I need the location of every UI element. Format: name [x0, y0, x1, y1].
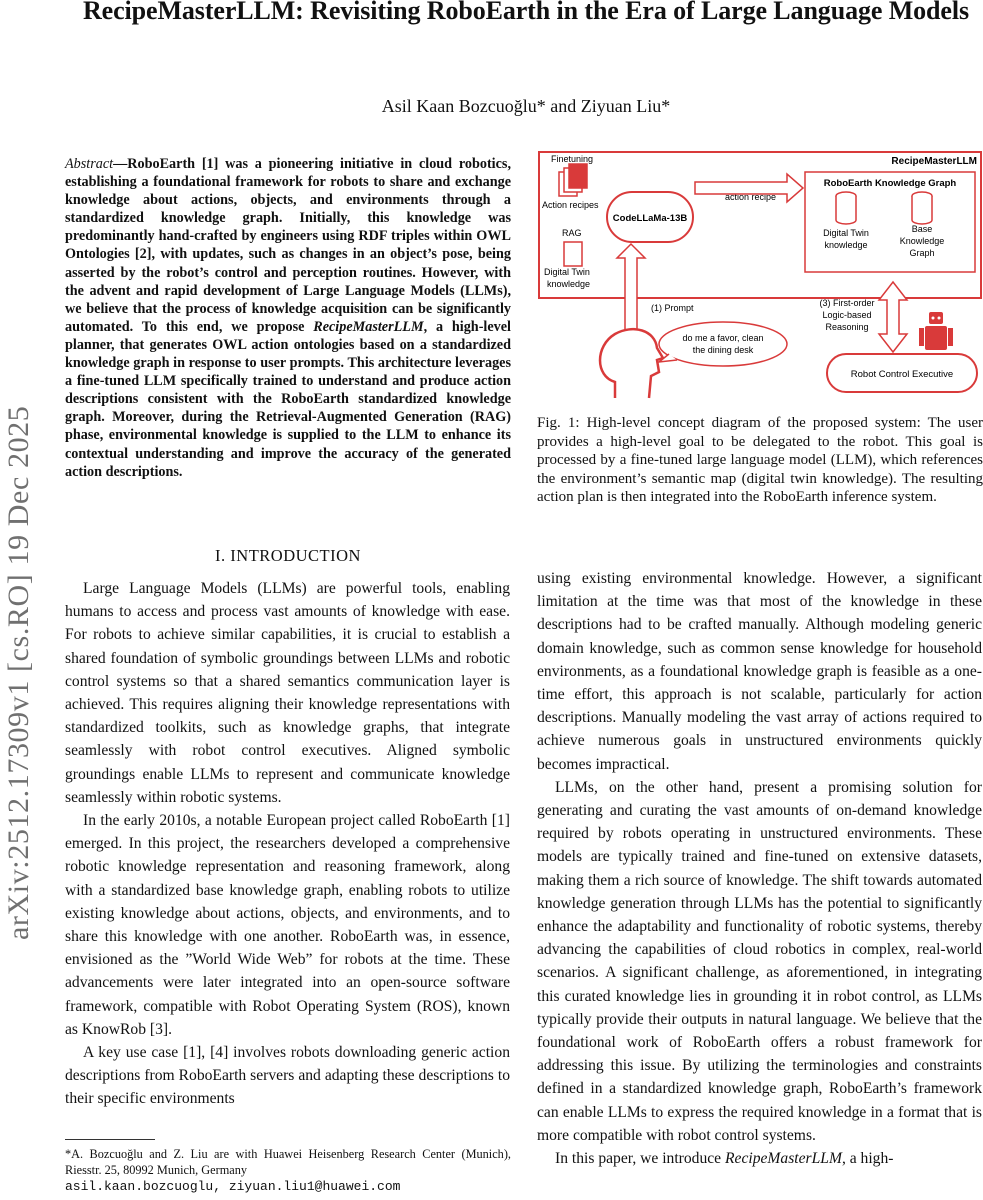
database-icon	[912, 192, 932, 224]
figure-1	[537, 150, 983, 402]
llm-label: CodeLLaMa-13B	[612, 213, 688, 224]
caption-text: High-level concept diagram of the proposed system: The user provides a high-level goal to be delegated to the robot. This goal is processed by a fine-tuned large language model (LLM), which references the environment’s semantic map (digital twin knowledge). The resulting action plan is then integrated into the RoboEarth inference system.	[537, 415, 983, 506]
speech-line2: the dining desk	[692, 345, 754, 355]
section-heading: I. INTRODUCTION	[215, 546, 361, 565]
recipemaster-label: RecipeMasterLLM	[891, 156, 977, 167]
concept-diagram	[537, 150, 983, 402]
kg-base-line3: Graph	[909, 248, 935, 258]
kg-base-line2: Knowledge	[899, 236, 945, 246]
database-icon	[836, 192, 856, 224]
paragraph: In the early 2010s, a notable European project called RoboEarth [1] emerged. In this project, the researchers developed a comprehensive robotic knowledge representation and reasoning framework, along with a standardized base knowledge graph, enabling robots to utilize existing knowledge about actions, objects, and environments, and to share this knowledge with one another. RoboEarth was, in essence, envisioned as the ”World Wide Web” for robots at the time. These advancements were later integrated into an open-source software framework, compatible with Robot Operating System (ROS), known as KnowRob [3].	[65, 812, 510, 1038]
paragraph-last	[537, 1147, 982, 1170]
last-para-tail: , a high-	[841, 1150, 894, 1168]
speech-line1: do me a favor, clean	[682, 333, 764, 343]
kg-dt-line1: Digital Twin	[823, 228, 869, 238]
footnote-rule	[65, 1139, 155, 1140]
rag-label: RAG	[562, 228, 582, 238]
abstract-text-1: RoboEarth [1] was a pioneering initiative in cloud robotics, establishing a foundational framework for robots to share and exchange knowledge about actions, objects, and environments through a standardized knowledge graph. Initially, this knowledge was predominantly hand-crafted by engineers using RDF triples within OWL Ontologies [2], with updates, such as changes in an object’s pose, being asserted by the robot’s control and perception routines. However, with the advent and rapid development of Large Language Models (LLMs), we believe that the process of knowledge acquisition can be significantly automated. To this end, we propose	[65, 156, 511, 335]
footnote-emails: asil.kaan.bozcuoglu, ziyuan.liu1@huawei.com	[65, 1179, 401, 1194]
prompted-line2: action recipe	[725, 192, 777, 202]
footnote-text: *A. Bozcuoğlu and Z. Liu are with Huawei Heisenberg Research Center (Munich), Riesstr. 25, 80992 Munich, Germany	[65, 1147, 511, 1177]
executive-label: Robot Control Executive	[850, 369, 954, 380]
reasoning-line3: Reasoning	[825, 322, 869, 332]
paper-authors: Asil Kaan Bozcuoğlu* and Ziyuan Liu*	[381, 96, 671, 116]
last-para-emph: RecipeMasterLLM	[725, 1150, 842, 1168]
speech-bubble	[659, 322, 787, 366]
document-icon	[564, 242, 582, 266]
reasoning-line1: (3) First-order	[819, 298, 875, 308]
left-column	[65, 577, 510, 1111]
paragraph: using existing environmental knowledge. However, a significant limitation at the time was that most of the knowledge in these descriptions had to be crafted manually. Although modeling generic domain knowledge, such as common sense knowledge for household environments, as a foundational knowledge graph is feasible as a one-time effort, this approach is not scalable, particularly for action descriptions. Manually modeling the vast array of actions required to achieve numerous goals in unstructured environments quickly becomes impractical.	[537, 570, 982, 773]
prompt-label: (1) Prompt	[651, 303, 694, 313]
kg-base-line1: Base	[911, 224, 933, 234]
abstract-text-2: , a high-level planner, that generates OWL action ontologies based on a standardized knowledge graph in response to user prompts. This architecture leverages a fine-tuned LLM specifically trained to understand and produce action descriptions consistent with the RoboEarth standardized knowledge graph. Moreover, during the Retrieval-Augmented Generation (RAG) phase, environmental knowledge is supplied to the LLM to enhance its contextual understanding and improve the accuracy of the generated action descriptions.	[65, 318, 511, 480]
figure-caption	[537, 414, 983, 507]
abstract-emph: RecipeMasterLLM	[313, 318, 424, 335]
abstract-dash: —	[113, 156, 128, 172]
reasoning-line2: Logic-based	[822, 310, 872, 320]
kg-dt-line2: knowledge	[824, 240, 868, 250]
right-column	[537, 567, 982, 1170]
rag-dt-line1: Digital Twin	[544, 267, 590, 277]
user-head-icon	[600, 329, 663, 398]
arxiv-stamp: arXiv:2512.17309v1 [cs.RO] 19 Dec 2025	[2, 405, 35, 940]
last-para-lead: In this paper, we introduce	[555, 1150, 725, 1168]
caption-label: Fig. 1:	[537, 415, 580, 431]
paragraph: Large Language Models (LLMs) are powerful tools, enabling humans to access and process vast amounts of knowledge with ease. For robots to achieve similar capabilities, it is crucial to establish a shared foundation of symbolic groundings between LLMs and robotic control systems so that a shared semantics communication layer is achieved. This requires aligning their knowledge representations with standardized toolkits, such as knowledge graphs, that integrate seamlessly with robot control executives. Aligned symbolic groundings enable LLMs to represent and communicate knowledge seamlessly within robotic systems.	[65, 580, 510, 806]
kg-label: RoboEarth Knowledge Graph	[823, 178, 957, 189]
rag-dt-line2: knowledge	[547, 279, 591, 289]
robot-icon	[919, 312, 953, 350]
paper-title: RecipeMasterLLM: Revisiting RoboEarth in the Era of Large Language Models	[82, 0, 969, 25]
paragraph: LLMs, on the other hand, present a promising solution for generating and curating the vast amounts of on-demand knowledge required by robots operating in unstructured environments. These models are typically trained and fine-tuned on extensive datasets, making them a rich source of knowledge. The shift towards automated knowledge generation through LLMs has the potential to significantly enhance the adaptability and functionality of robotic systems, thereby advancing the capabilities of cloud robotics in complex, real-world scenarios. A significant challenge, as aforementioned, in integrating this curated knowledge lies in grounding it in robot control, as LLMs typically provide their outputs in natural language. We believe that the foundational work of RoboEarth offers a robust framework for addressing this issue. By utilizing the terminologies and constraints defined in a standardized knowledge graph, RoboEarth’s framework can enable LLMs to express the required knowledge in a format that is more compatible with robot control systems.	[537, 778, 982, 1144]
footnote	[65, 1146, 511, 1195]
abstract	[65, 155, 511, 481]
abstract-lead: Abstract	[65, 156, 114, 172]
paragraph: A key use case [1], [4] involves robots downloading generic action descriptions from RoboEarth servers and adapting these descriptions to their specific environments	[65, 1044, 510, 1108]
finetuning-label: Finetuning	[551, 154, 594, 164]
action-recipes-label: Action recipes	[542, 200, 599, 210]
